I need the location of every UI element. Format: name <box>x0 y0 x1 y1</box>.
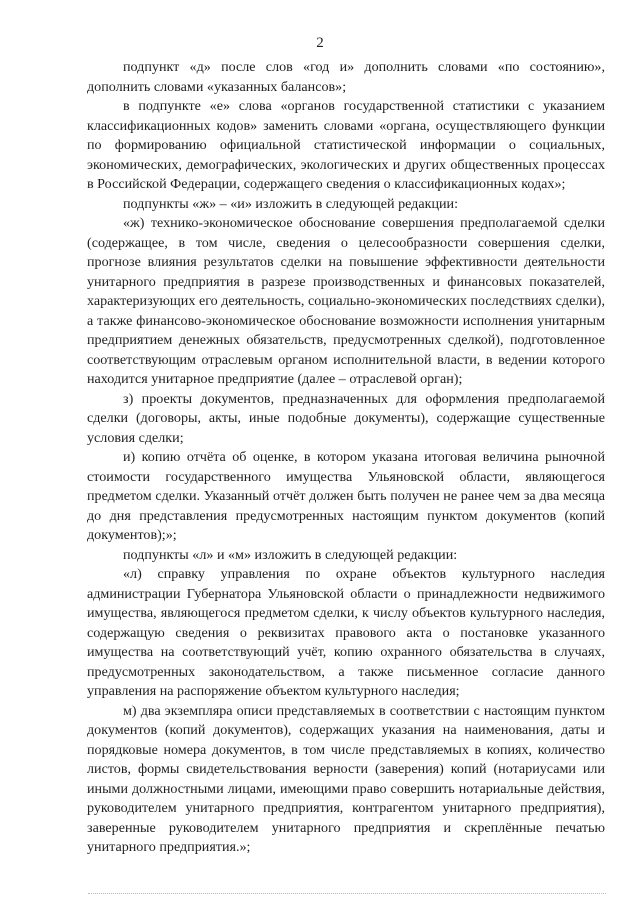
paragraph-amend-d: подпункт «д» после слов «год и» дополнить словами «по состоянию», дополнить словами «указанных балансов»; <box>87 59 605 95</box>
scan-bottom-edge <box>88 893 606 895</box>
paragraph-intro-zh-i: подпункты «ж» – «и» изложить в следующей редакции: <box>123 195 459 212</box>
page-number: 2 <box>316 35 324 51</box>
paragraph-intro-l-m: подпункты «л» и «м» изложить в следующей редакции: <box>123 546 458 563</box>
paragraph-l: «л) справку управления по охране объектов культурного наследия администрации Губернатора Ульяновской области о принадлежности недвижимого имущества, являющегося предметом сделки, к числу объектов культурного наследия, содержащую сведения о реквизитах правового акта о постановке указанного имущества на соответствующий учёт, копию охранного обязательства в случаях, предусмотренных законодательством, а также письменное согласие данного управления на распоряжение объектом культурного наследия; <box>87 566 605 699</box>
paragraph-z: з) проекты документов, предназначенных для оформления предполагаемой сделки (договоры, акты, иные подобные документы), содержащие существенные условия сделки; <box>87 390 605 446</box>
document-body <box>87 58 605 858</box>
paragraph-zh: «ж) технико-экономическое обоснование совершения предполагаемой сделки (содержащее, в том числе, сведения о целесообразности совершения сделки, прогнозе влияния результатов сделки на повышение эффективности деятельности унитарного предприятия в разрезе производственных и финансовых показателей, характеризующих его деятельность, социально-экономических последствиях сделки), а также финансово-экономическое обоснование возможности исполнения унитарным предприятием денежных обязательств, предусмотренных сделкой), подготовленное соответствующим отраслевым органом исполнительной власти, в ведении которого находится унитарное предприятие (далее – отраслевой орган); <box>87 215 605 387</box>
paragraph-i: и) копию отчёта об оценке, в котором указана итоговая величина рыночной стоимости государственного имущества Ульяновской области, являющегося предметом сделки. Указанный отчёт должен быть получен не ранее чем за два месяца до дня представления предусмотренных настоящим пунктом документов (копий документов);»; <box>87 449 605 543</box>
paragraph-m: м) два экземпляра описи представляемых в соответствии с настоящим пунктом документов (копий документов), содержащих указания на наименования, даты и порядковые номера документов, в том числе представляемых в копиях, количество листов, формы свидетельствования верности (заверения) копий (нотариусами или иными должностными лицами, имеющими право совершить нотариальные действия, руководителем унитарного предприятия, контрагентом унитарного предприятия), заверенные руководителем унитарного предприятия и скреплённые печатью унитарного предприятия.»; <box>87 702 605 855</box>
paragraph-amend-e: в подпункте «е» слова «органов государственной статистики с указанием классификационных кодов» заменить словами «органа, осуществляющего функции по формированию официальной статистической информации о социальных, экономических, демографических, экологических и других общественных процессах в Российской Федерации, содержащего сведения о классификационных кодах»; <box>87 98 605 192</box>
